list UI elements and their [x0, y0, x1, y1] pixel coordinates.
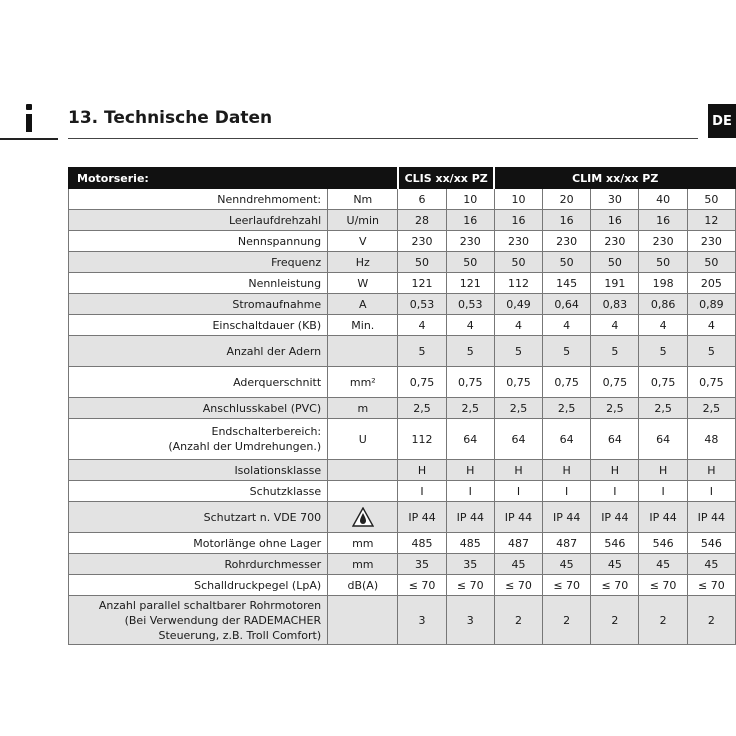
row-label-line: Endschalterbereich: — [211, 425, 322, 438]
row-label — [69, 210, 328, 231]
info-icon-dot — [26, 104, 32, 110]
row-label — [69, 252, 328, 273]
row-unit: Min. — [328, 315, 398, 336]
row-value: 2,5 — [591, 398, 639, 419]
row-value: I — [494, 481, 542, 502]
row-value: ≤ 70 — [543, 575, 591, 596]
row-value: 2,5 — [639, 398, 687, 419]
table-row — [69, 502, 736, 533]
row-value: 145 — [543, 273, 591, 294]
row-value: 50 — [398, 252, 446, 273]
row-value: IP 44 — [591, 502, 639, 533]
row-label-line: Rohrdurchmesser — [224, 557, 322, 571]
table-row — [69, 575, 736, 596]
row-value: 0,64 — [543, 294, 591, 315]
row-value: 546 — [591, 533, 639, 554]
row-label-line: Nennspannung — [237, 234, 322, 248]
row-label-line: Isolationsklasse — [234, 463, 322, 477]
row-value: 4 — [591, 315, 639, 336]
group-header-clis: CLIS xx/xx PZ — [398, 168, 494, 189]
table-row — [69, 231, 736, 252]
row-label — [69, 398, 328, 419]
row-value: H — [398, 460, 446, 481]
row-value: 0,83 — [591, 294, 639, 315]
row-label — [69, 533, 328, 554]
row-value: IP 44 — [639, 502, 687, 533]
row-value: ≤ 70 — [446, 575, 494, 596]
row-value: ≤ 70 — [494, 575, 542, 596]
row-value: 485 — [398, 533, 446, 554]
row-value: 45 — [543, 554, 591, 575]
row-value: I — [543, 481, 591, 502]
row-value: 35 — [446, 554, 494, 575]
row-value: 0,75 — [687, 367, 735, 398]
row-label-line: Nenndrehmoment: — [217, 192, 322, 206]
row-label — [69, 273, 328, 294]
row-value: 2 — [591, 596, 639, 645]
row-value: 112 — [494, 273, 542, 294]
table-row — [69, 367, 736, 398]
row-value: 121 — [446, 273, 494, 294]
row-label — [69, 231, 328, 252]
row-value: 2,5 — [446, 398, 494, 419]
row-unit: W — [328, 273, 398, 294]
row-value: 5 — [398, 336, 446, 367]
table-row — [69, 189, 736, 210]
row-label-line: Schutzklasse — [249, 484, 322, 498]
row-value: 230 — [446, 231, 494, 252]
row-value: 30 — [591, 189, 639, 210]
row-value: IP 44 — [543, 502, 591, 533]
row-value: 64 — [543, 419, 591, 460]
row-value: 45 — [591, 554, 639, 575]
row-label-line: Motorlänge ohne Lager — [193, 536, 322, 550]
row-value: 0,53 — [398, 294, 446, 315]
row-unit — [328, 460, 398, 481]
row-label-line: Aderquerschnitt — [233, 375, 322, 389]
row-value: 5 — [494, 336, 542, 367]
row-value: I — [398, 481, 446, 502]
table-row — [69, 533, 736, 554]
row-value: 3 — [446, 596, 494, 645]
row-value: 198 — [639, 273, 687, 294]
row-label-line: (Anzahl der Umdrehungen.) — [168, 440, 322, 453]
water-drop-warning-icon — [352, 507, 374, 527]
row-value: ≤ 70 — [639, 575, 687, 596]
row-value: 230 — [591, 231, 639, 252]
table-row — [69, 554, 736, 575]
row-unit: Hz — [328, 252, 398, 273]
row-value: 4 — [494, 315, 542, 336]
row-label-line: Einschaltdauer (KB) — [212, 318, 322, 332]
row-value: 5 — [687, 336, 735, 367]
row-label-line: Schalldruckpegel (LpA) — [194, 578, 322, 592]
row-value: 16 — [543, 210, 591, 231]
row-value: H — [591, 460, 639, 481]
row-value: 0,53 — [446, 294, 494, 315]
group-header-clim: CLIM xx/xx PZ — [494, 168, 735, 189]
row-value: I — [591, 481, 639, 502]
row-value: 4 — [687, 315, 735, 336]
table-row — [69, 273, 736, 294]
technical-data-table — [68, 167, 736, 645]
row-label — [69, 419, 328, 460]
row-value: 64 — [639, 419, 687, 460]
row-value: 50 — [639, 252, 687, 273]
row-label-line: Frequenz — [271, 255, 322, 269]
row-value: 0,75 — [591, 367, 639, 398]
row-value: 230 — [494, 231, 542, 252]
row-value: 2 — [543, 596, 591, 645]
row-value: 2,5 — [687, 398, 735, 419]
row-value: 35 — [398, 554, 446, 575]
row-value: H — [446, 460, 494, 481]
row-value: ≤ 70 — [591, 575, 639, 596]
row-value: 112 — [398, 419, 446, 460]
table-row — [69, 315, 736, 336]
row-value: 4 — [639, 315, 687, 336]
row-label-line: Nennleistung — [248, 276, 322, 290]
row-value: 20 — [543, 189, 591, 210]
row-label — [69, 554, 328, 575]
info-icon-bar — [26, 114, 32, 132]
language-badge: DE — [708, 104, 736, 138]
row-label — [69, 575, 328, 596]
table-row — [69, 596, 736, 645]
row-value: I — [687, 481, 735, 502]
table-row — [69, 398, 736, 419]
row-value: 121 — [398, 273, 446, 294]
row-value: I — [446, 481, 494, 502]
row-value: 2 — [494, 596, 542, 645]
row-value: 12 — [687, 210, 735, 231]
row-value: 546 — [687, 533, 735, 554]
row-value: 0,75 — [398, 367, 446, 398]
table-row — [69, 460, 736, 481]
row-unit: U — [328, 419, 398, 460]
header-rule-left — [0, 138, 58, 140]
row-label-line: Anschlusskabel (PVC) — [202, 401, 322, 415]
row-value: 50 — [687, 252, 735, 273]
row-value: IP 44 — [687, 502, 735, 533]
row-value: 230 — [687, 231, 735, 252]
row-value: H — [543, 460, 591, 481]
row-value: 2 — [639, 596, 687, 645]
info-icon — [24, 104, 34, 132]
row-label-line: Leerlaufdrehzahl — [228, 213, 322, 227]
row-value: 487 — [543, 533, 591, 554]
row-value: 64 — [591, 419, 639, 460]
row-label-line: Stromaufnahme — [232, 297, 322, 311]
row-value: 50 — [687, 189, 735, 210]
row-value: ≤ 70 — [687, 575, 735, 596]
row-value: 0,86 — [639, 294, 687, 315]
row-value: 40 — [639, 189, 687, 210]
row-value: 485 — [446, 533, 494, 554]
row-label — [69, 481, 328, 502]
row-value: 10 — [446, 189, 494, 210]
row-value: 0,89 — [687, 294, 735, 315]
row-value: 191 — [591, 273, 639, 294]
row-value: 10 — [494, 189, 542, 210]
row-label-line: Anzahl der Adern — [226, 344, 322, 358]
row-value: 487 — [494, 533, 542, 554]
row-label — [69, 596, 328, 645]
row-unit: A — [328, 294, 398, 315]
row-unit — [328, 502, 398, 533]
row-unit: mm — [328, 554, 398, 575]
row-unit: U/min — [328, 210, 398, 231]
row-value: 28 — [398, 210, 446, 231]
table-body — [69, 189, 736, 645]
row-value: 45 — [687, 554, 735, 575]
row-unit — [328, 481, 398, 502]
row-value: 50 — [494, 252, 542, 273]
row-value: 3 — [398, 596, 446, 645]
row-unit: Nm — [328, 189, 398, 210]
row-unit: mm — [328, 533, 398, 554]
row-value: 5 — [591, 336, 639, 367]
row-value: 16 — [446, 210, 494, 231]
row-value: 4 — [398, 315, 446, 336]
row-label — [69, 315, 328, 336]
row-value: 64 — [446, 419, 494, 460]
row-value: 0,75 — [639, 367, 687, 398]
row-value: H — [639, 460, 687, 481]
row-unit: m — [328, 398, 398, 419]
row-value: IP 44 — [398, 502, 446, 533]
row-value: 50 — [543, 252, 591, 273]
row-value: 48 — [687, 419, 735, 460]
row-value: 2 — [687, 596, 735, 645]
row-label-line: (Bei Verwendung der RADEMACHER — [124, 613, 322, 627]
row-value: 0,75 — [446, 367, 494, 398]
row-value: 2,5 — [494, 398, 542, 419]
row-label-line: Steuerung, z.B. Troll Comfort) — [158, 628, 322, 642]
table-row — [69, 294, 736, 315]
row-value: 230 — [398, 231, 446, 252]
row-value: 546 — [639, 533, 687, 554]
row-value: 230 — [543, 231, 591, 252]
row-label — [69, 367, 328, 398]
table-row — [69, 252, 736, 273]
row-value: 5 — [543, 336, 591, 367]
series-header: Motorserie: — [69, 168, 398, 189]
row-value: 2,5 — [398, 398, 446, 419]
row-value: 50 — [591, 252, 639, 273]
row-unit: mm² — [328, 367, 398, 398]
row-unit: V — [328, 231, 398, 252]
row-value: H — [687, 460, 735, 481]
row-label — [69, 502, 328, 533]
row-value: 4 — [543, 315, 591, 336]
table-row — [69, 419, 736, 460]
row-value: 16 — [639, 210, 687, 231]
row-value: 205 — [687, 273, 735, 294]
row-label — [69, 460, 328, 481]
row-value: IP 44 — [446, 502, 494, 533]
row-value: 0,75 — [543, 367, 591, 398]
row-value: 230 — [639, 231, 687, 252]
row-label — [69, 189, 328, 210]
row-value: 45 — [639, 554, 687, 575]
row-value: 2,5 — [543, 398, 591, 419]
table-row — [69, 481, 736, 502]
row-label — [69, 294, 328, 315]
row-value: 5 — [446, 336, 494, 367]
row-value: 16 — [494, 210, 542, 231]
row-value: 64 — [494, 419, 542, 460]
row-label-line: Schutzart n. VDE 700 — [203, 510, 322, 524]
table-header-row — [69, 168, 736, 189]
row-value: 5 — [639, 336, 687, 367]
table-row — [69, 336, 736, 367]
row-value: I — [639, 481, 687, 502]
row-unit — [328, 336, 398, 367]
row-value: H — [494, 460, 542, 481]
header-rule — [68, 138, 698, 139]
row-unit: dB(A) — [328, 575, 398, 596]
row-label — [69, 336, 328, 367]
row-label-line: Anzahl parallel schaltbarer Rohrmotoren — [98, 598, 322, 612]
row-value: 6 — [398, 189, 446, 210]
row-value: 16 — [591, 210, 639, 231]
table-row — [69, 210, 736, 231]
row-unit — [328, 596, 398, 645]
section-title: 13. Technische Daten — [68, 108, 273, 128]
row-value: 0,49 — [494, 294, 542, 315]
row-value: 50 — [446, 252, 494, 273]
row-value: ≤ 70 — [398, 575, 446, 596]
row-value: 4 — [446, 315, 494, 336]
row-value: 0,75 — [494, 367, 542, 398]
row-value: IP 44 — [494, 502, 542, 533]
row-value: 45 — [494, 554, 542, 575]
